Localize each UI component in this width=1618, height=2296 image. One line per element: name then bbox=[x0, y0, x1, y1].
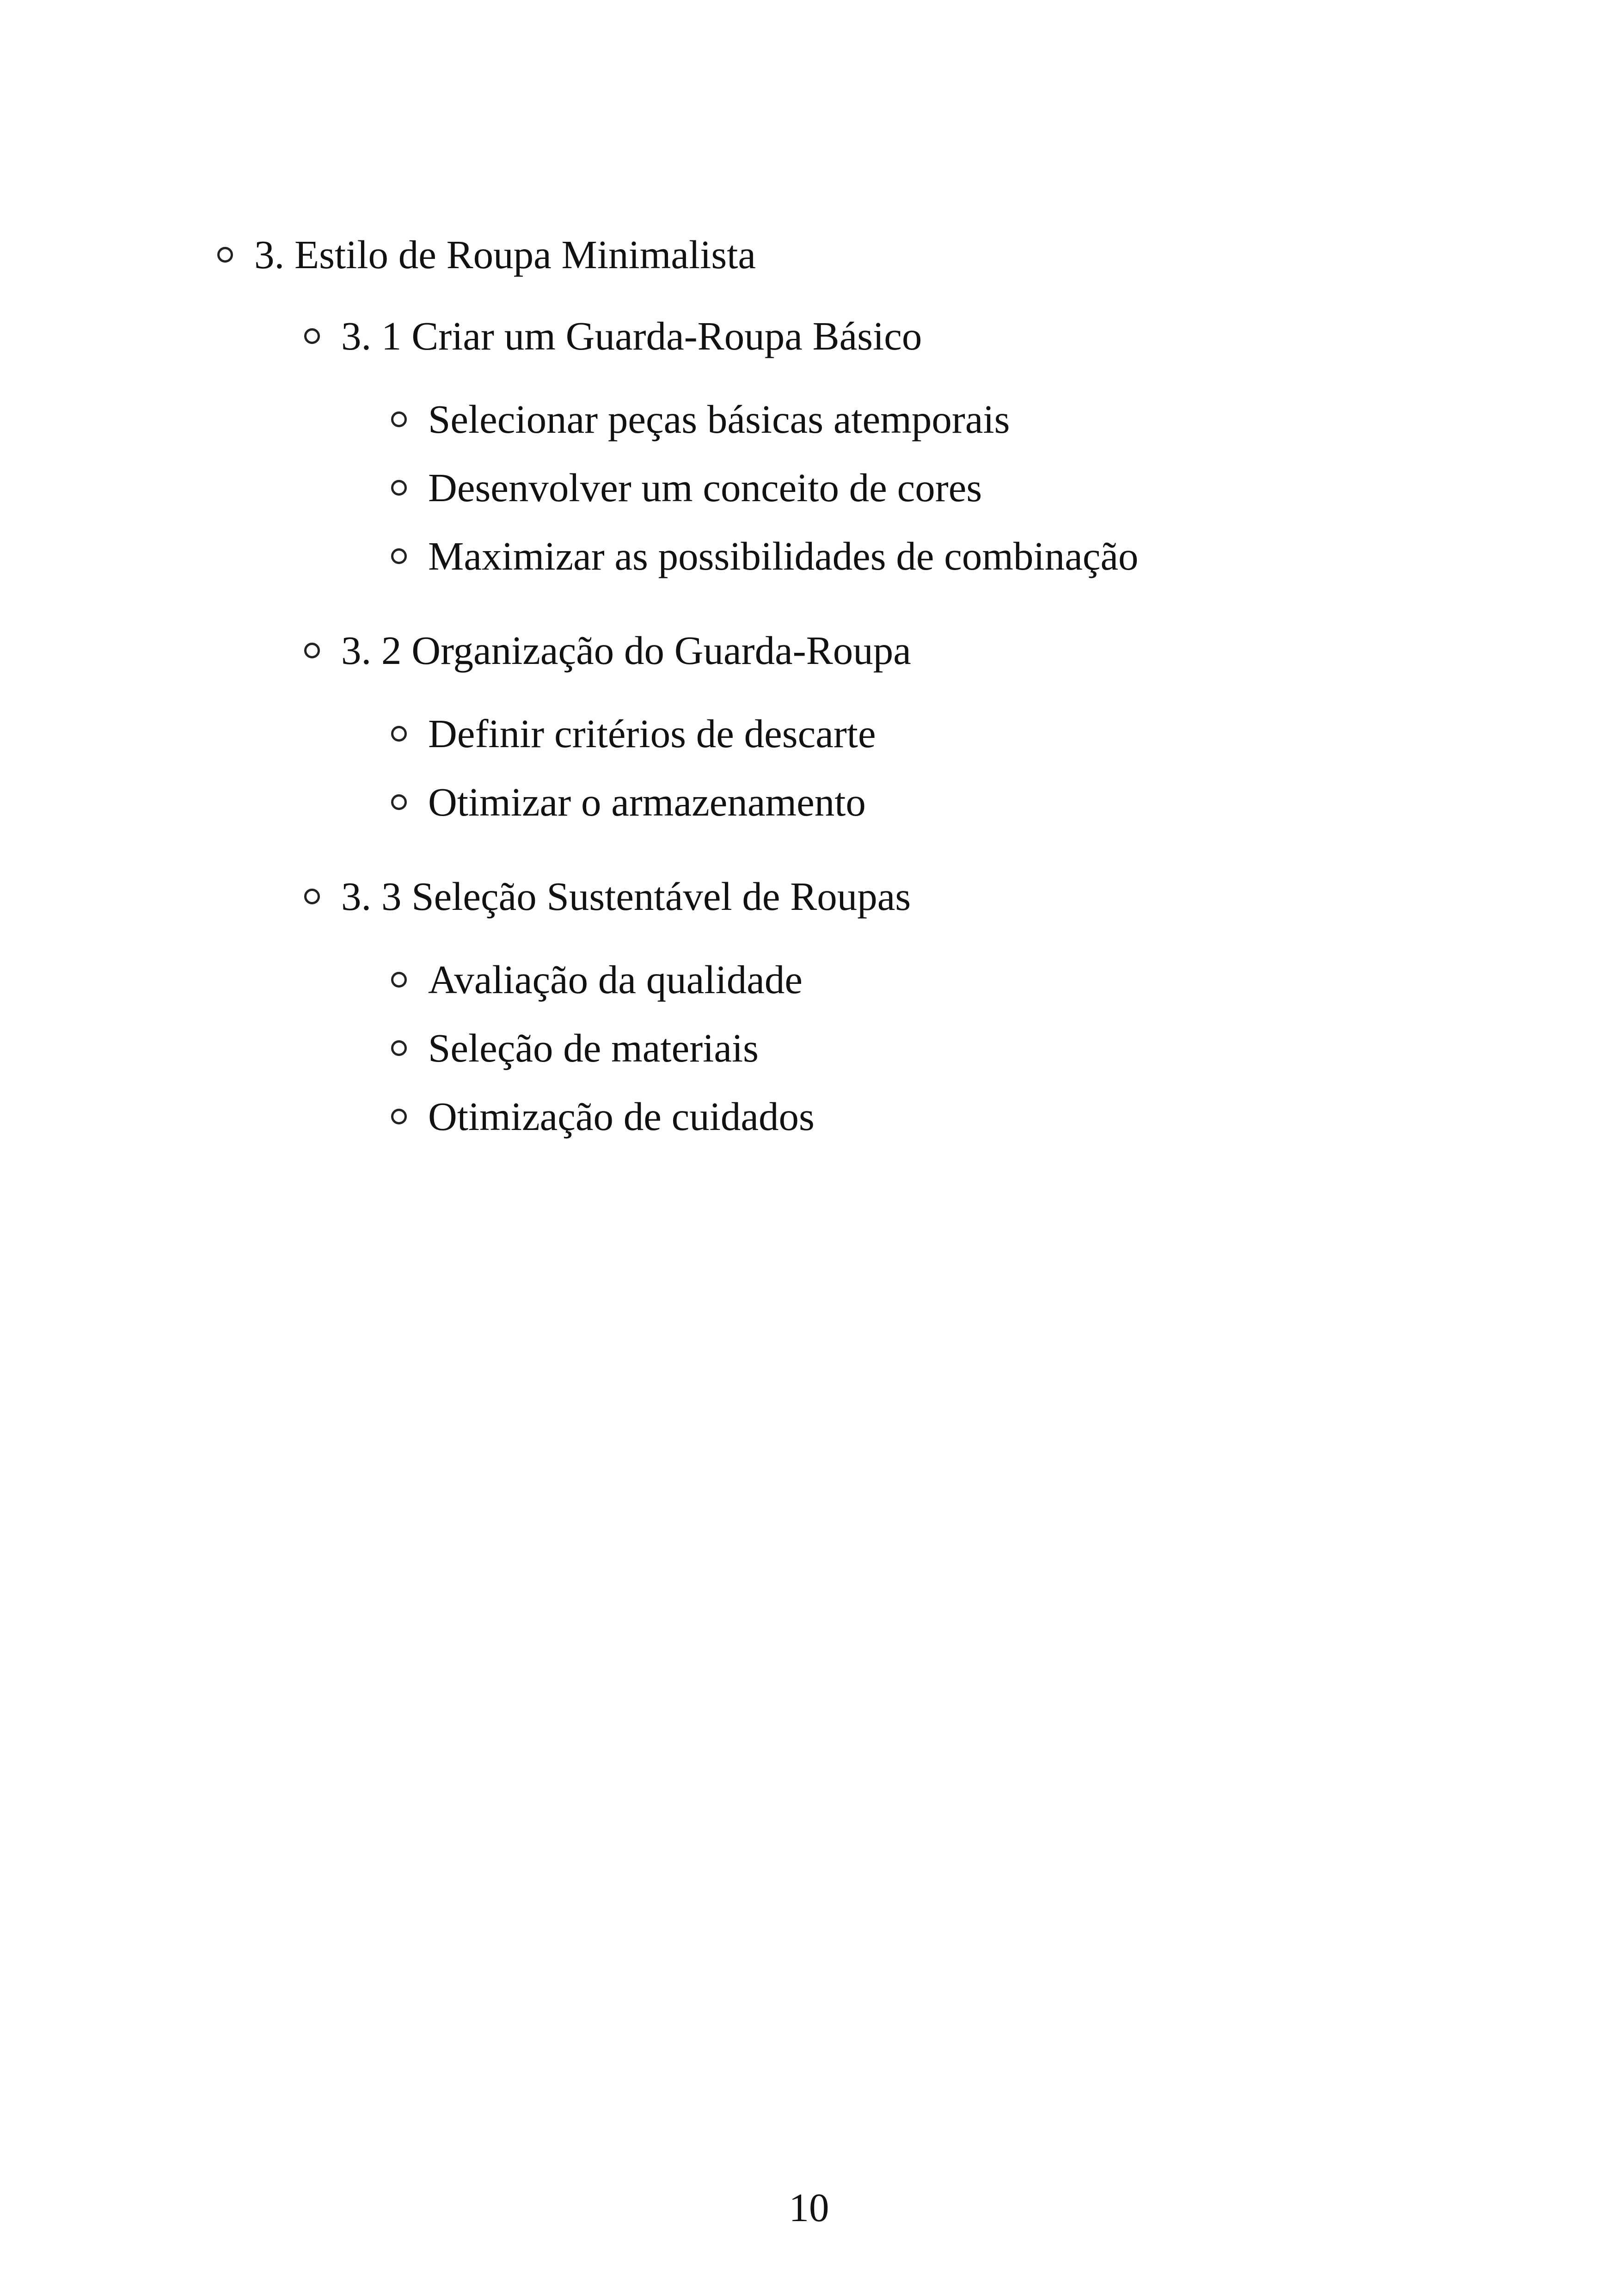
list-item-text: Seleção de materiais bbox=[428, 1025, 759, 1070]
outline-list-item bbox=[391, 531, 1139, 582]
subsection-title: 3. 3 Seleção Sustentável de Roupas bbox=[341, 874, 911, 919]
hollow-circle-bullet-icon bbox=[391, 1040, 407, 1056]
hollow-circle-bullet-icon bbox=[304, 328, 320, 344]
outline-section-heading bbox=[217, 229, 756, 280]
outline-list-item bbox=[391, 708, 876, 759]
hollow-circle-bullet-icon bbox=[391, 548, 407, 564]
page-number: 10 bbox=[789, 2185, 829, 2230]
outline-list-item bbox=[391, 462, 982, 513]
outline-subsection-heading bbox=[304, 311, 922, 362]
section-title: 3. Estilo de Roupa Minimalista bbox=[254, 232, 756, 277]
hollow-circle-bullet-icon bbox=[217, 247, 233, 263]
hollow-circle-bullet-icon bbox=[391, 726, 407, 742]
outline-subsection-heading bbox=[304, 625, 911, 676]
hollow-circle-bullet-icon bbox=[304, 643, 320, 658]
hollow-circle-bullet-icon bbox=[391, 794, 407, 810]
hollow-circle-bullet-icon bbox=[391, 411, 407, 427]
list-item-text: Desenvolver um conceito de cores bbox=[428, 465, 982, 510]
list-item-text: Otimização de cuidados bbox=[428, 1094, 815, 1139]
list-item-text: Definir critérios de descarte bbox=[428, 711, 876, 756]
outline-list-item bbox=[391, 954, 803, 1005]
list-item-text: Avaliação da qualidade bbox=[428, 957, 803, 1002]
outline-list-item bbox=[391, 777, 866, 828]
outline-list-item bbox=[391, 394, 1010, 445]
subsection-title: 3. 2 Organização do Guarda-Roupa bbox=[341, 628, 911, 673]
hollow-circle-bullet-icon bbox=[391, 1109, 407, 1124]
hollow-circle-bullet-icon bbox=[391, 972, 407, 988]
list-item-text: Otimizar o armazenamento bbox=[428, 780, 866, 824]
outline-list-item bbox=[391, 1091, 815, 1142]
hollow-circle-bullet-icon bbox=[304, 889, 320, 904]
list-item-text: Maximizar as possibilidades de combinação bbox=[428, 534, 1139, 578]
outline-list-item bbox=[391, 1023, 759, 1074]
hollow-circle-bullet-icon bbox=[391, 480, 407, 496]
list-item-text: Selecionar peças básicas atemporais bbox=[428, 397, 1010, 442]
subsection-title: 3. 1 Criar um Guarda-Roupa Básico bbox=[341, 313, 922, 358]
outline-subsection-heading bbox=[304, 871, 911, 922]
